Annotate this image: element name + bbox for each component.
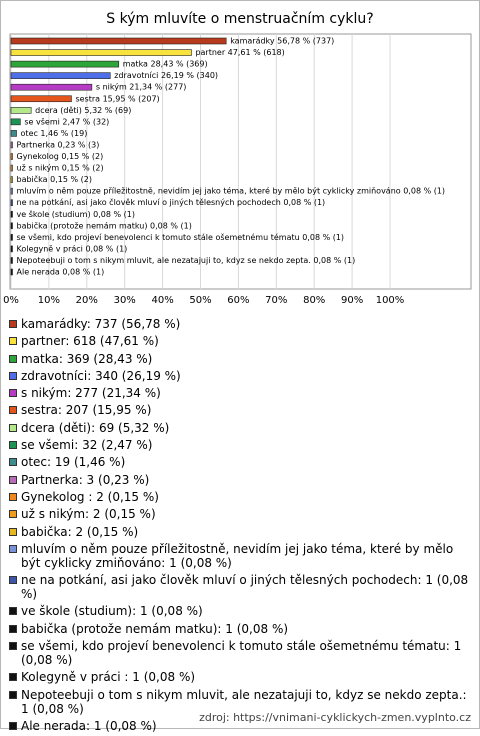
bar-label: Gynekolog 0,15 % (2) [16, 152, 104, 161]
legend-label: se všemi, kdo projeví benevolenci k tomuto stále ošemetnému tématu: 1 (0,08 %) [21, 639, 462, 668]
legend-label: babička (protože nemám matku): 1 (0,08 %) [21, 621, 289, 636]
legend-swatch [9, 673, 17, 681]
legend-swatch [9, 389, 17, 397]
legend-swatch [9, 355, 17, 363]
bar-label: babička 0,15 % (2) [16, 175, 92, 185]
bar [11, 50, 191, 56]
x-tick-label: 80% [303, 295, 326, 306]
bar [11, 73, 110, 79]
legend-label: sestra: 207 (15,95 %) [21, 403, 152, 418]
bar-label: otec 1,46 % (19) [20, 128, 88, 138]
legend-item [9, 490, 473, 504]
bar-label: Ale nerada 0,08 % (1) [16, 267, 105, 277]
bar-label: sestra 15,95 % (207) [75, 94, 160, 104]
bar-label: partner 47,61 % (618) [195, 48, 285, 58]
x-tick-label: 70% [265, 295, 288, 306]
legend-label: ne na potkání, asi jako člověk mluví o jiných tělesných pochodech: 1 (0,08 %) [21, 573, 469, 602]
bar [11, 165, 13, 171]
legend-label: ve škole (studium): 1 (0,08 %) [21, 604, 203, 619]
bar-label: s nikým 21,34 % (277) [95, 82, 187, 92]
legend-item [9, 421, 473, 435]
legend-swatch [9, 424, 17, 432]
legend-swatch [9, 576, 17, 584]
legend-swatch [9, 458, 17, 466]
legend-label: dcera (děti): 69 (5,32 %) [21, 420, 170, 435]
legend-label: Gynekolog : 2 (0,15 %) [21, 489, 159, 504]
chart-title: S kým mluvíte o menstruačním cyklu? [106, 11, 374, 27]
legend-swatch [9, 510, 17, 518]
x-tick-label: 90% [340, 295, 364, 306]
legend-swatch [9, 545, 17, 553]
legend-item [9, 473, 473, 487]
bar-label: mluvím o něm pouze příležitostně, nevidím jej jako téma, které by mělo být cyklicky zmiňováno 0,08 % (1) [16, 186, 446, 196]
legend-swatch [9, 372, 17, 380]
legend-item [9, 317, 473, 331]
bar-label: ve škole (studium) 0,08 % (1) [16, 209, 135, 219]
legend-label: partner: 618 (47,61 %) [21, 334, 159, 349]
x-tick-label: 50% [189, 295, 212, 306]
bar-label: Kolegyně v práci 0,08 % (1) [16, 244, 128, 254]
legend-item [9, 622, 473, 636]
legend-swatch [9, 691, 17, 699]
bar [11, 119, 20, 125]
x-tick-label: 30% [113, 295, 136, 306]
legend-swatch [9, 607, 17, 615]
legend-item [9, 386, 473, 400]
bar [11, 61, 119, 67]
legend-label: kamarádky: 737 (56,78 %) [21, 317, 181, 331]
legend-label: zdravotníci: 340 (26,19 %) [21, 368, 181, 383]
bar [11, 223, 13, 229]
bar [11, 234, 13, 240]
bar-label: Partnerka 0,23 % (3) [16, 140, 100, 150]
bar [11, 211, 13, 217]
legend-item [9, 455, 473, 469]
bar [11, 246, 13, 252]
legend-item [9, 334, 473, 348]
legend-item [9, 352, 473, 366]
bar [11, 200, 13, 206]
legend-item [9, 639, 473, 667]
legend-swatch [9, 528, 17, 536]
bar [11, 38, 226, 44]
legend-swatch [9, 337, 17, 345]
x-tick-label: 20% [75, 295, 98, 306]
bar-label: se všemi, kdo projeví benevolenci k tomuto stále ošemetnému tématu 0,08 % (1) [16, 232, 345, 242]
bar-label: dcera (děti) 5,32 % (69) [35, 105, 132, 115]
legend-item [9, 403, 473, 417]
legend-label: Kolegyně v práci : 1 (0,08 %) [21, 670, 196, 685]
legend-item [9, 670, 473, 684]
bar [11, 257, 13, 263]
legend-label: Partnerka: 3 (0,23 %) [21, 472, 150, 487]
bar-label: babička (protože nemám matku) 0,08 % (1) [16, 221, 192, 231]
legend-label: mluvím o něm pouze příležitostně, nevidím jej jako téma, které by mělo být cyklicky zmiňováno: 1 (0,08 %) [21, 541, 454, 570]
legend-label: už s nikým: 2 (0,15 %) [21, 507, 156, 522]
legend-label: Nepoteebuji o tom s nikym mluvit, ale nezatajuji to, kdyz se nekdo zepta.: 1 (0,08 %) [21, 687, 467, 716]
bar [11, 154, 13, 160]
legend-swatch [9, 406, 17, 414]
x-tick-label: 40% [151, 295, 174, 306]
legend-swatch [9, 441, 17, 449]
bar-label: se všemi 2,47 % (32) [24, 117, 110, 127]
legend-swatch [9, 625, 17, 633]
legend-label: otec: 19 (1,46 %) [21, 455, 126, 470]
legend [9, 317, 473, 736]
legend-item [9, 604, 473, 618]
legend-swatch [9, 320, 17, 328]
bar-label: kamarádky 56,78 % (737) [230, 36, 335, 46]
legend-item [9, 573, 473, 601]
plot-area [1, 1, 479, 311]
x-tick-label: 100% [375, 295, 405, 306]
x-tick-label: 60% [227, 295, 250, 306]
bar [11, 269, 13, 275]
bar [11, 177, 13, 183]
legend-label: se všemi: 32 (2,47 %) [21, 438, 153, 453]
legend-swatch [9, 476, 17, 484]
bar-label: Nepoteebuji o tom s nikym mluvit, ale nezatajuji to, kdyz se nekdo zepta. 0,08 % (1) [16, 255, 356, 265]
legend-swatch [9, 493, 17, 501]
legend-label: babička: 2 (0,15 %) [21, 524, 139, 539]
legend-item [9, 438, 473, 452]
bar-label: zdravotníci 26,19 % (340) [114, 71, 219, 81]
x-tick-label: 0% [3, 295, 19, 306]
legend-item [9, 525, 473, 539]
legend-swatch [9, 642, 17, 650]
bar [11, 142, 13, 148]
legend-item [9, 542, 473, 570]
legend-label: Ale nerada: 1 (0,08 %) [21, 718, 157, 733]
bar [11, 96, 71, 102]
bar [11, 188, 13, 194]
bar-label: ne na potkání, asi jako člověk mluví o jiných tělesných pochodech 0,08 % (1) [16, 198, 326, 208]
legend-item [9, 507, 473, 521]
bar [11, 130, 17, 136]
legend-label: matka: 369 (28,43 %) [21, 351, 153, 366]
legend-label: s nikým: 277 (21,34 %) [21, 386, 161, 401]
bar [11, 84, 92, 90]
legend-item [9, 369, 473, 383]
source-credit: zdroj: https://vnimani-cyklickych-zmen.vyplnto.cz [199, 711, 471, 724]
bar-label: matka 28,43 % (369) [122, 59, 208, 69]
bar [11, 107, 31, 113]
x-tick-label: 10% [37, 295, 61, 306]
bar-label: už s nikým 0,15 % (2) [16, 163, 104, 173]
